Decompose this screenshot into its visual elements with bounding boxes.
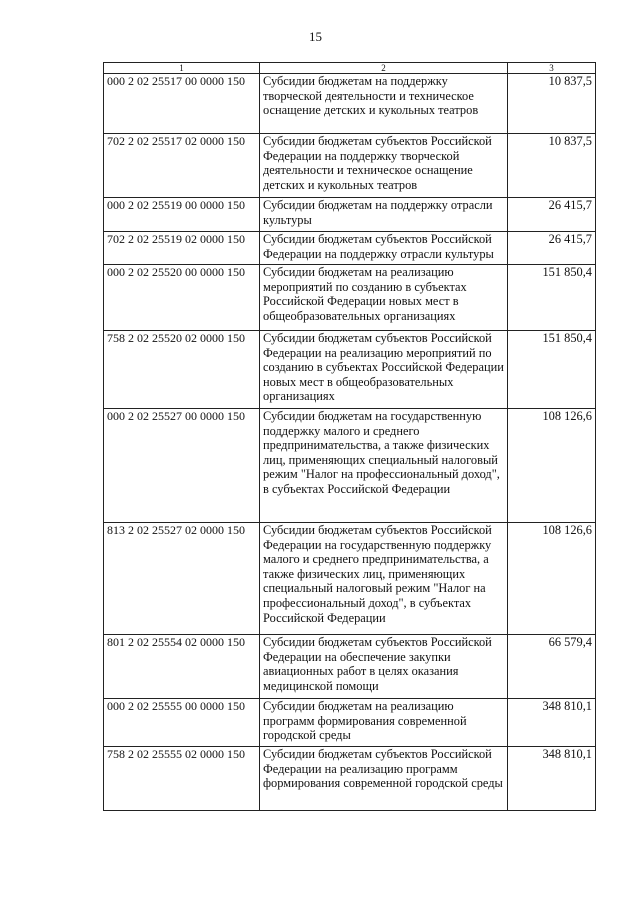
table-row [104, 331, 596, 409]
row-code: 000 2 02 25520 00 0000 150 [104, 265, 260, 331]
table-row [104, 699, 596, 747]
header-col-3: 3 [508, 63, 596, 74]
row-code: 813 2 02 25527 02 0000 150 [104, 523, 260, 635]
row-code: 000 2 02 25527 00 0000 150 [104, 409, 260, 523]
row-description: Субсидии бюджетам субъектов Российской Федерации на государственную поддержку малого и среднего предпринимательства, а также физических лиц, применяющих специальный налоговый режим "Налог на профессиональный доход", в субъектах Российской Федерации [260, 523, 508, 635]
row-amount: 10 837,5 [508, 74, 596, 134]
row-description: Субсидии бюджетам на реализацию программ формирования современной городской среды [260, 699, 508, 747]
row-code: 000 2 02 25517 00 0000 150 [104, 74, 260, 134]
row-amount: 151 850,4 [508, 331, 596, 409]
row-description: Субсидии бюджетам на поддержку творческой деятельности и техническое оснащение детских и кукольных театров [260, 74, 508, 134]
row-description: Субсидии бюджетам на реализацию мероприятий по созданию в субъектах Российской Федерации новых мест в общеобразовательных организациях [260, 265, 508, 331]
table-row [104, 74, 596, 134]
row-amount: 26 415,7 [508, 198, 596, 232]
row-code: 801 2 02 25554 02 0000 150 [104, 635, 260, 699]
row-code: 000 2 02 25555 00 0000 150 [104, 699, 260, 747]
table-row [104, 232, 596, 265]
row-amount: 108 126,6 [508, 409, 596, 523]
row-amount: 348 810,1 [508, 747, 596, 811]
row-amount: 26 415,7 [508, 232, 596, 265]
table-row [104, 523, 596, 635]
row-code: 758 2 02 25520 02 0000 150 [104, 331, 260, 409]
row-amount: 348 810,1 [508, 699, 596, 747]
table-row [104, 747, 596, 811]
row-code: 702 2 02 25517 02 0000 150 [104, 134, 260, 198]
row-description: Субсидии бюджетам на государственную поддержку малого и среднего предпринимательства, а также физических лиц, применяющих специальный налоговый режим "Налог на профессиональный доход", в субъектах Российской Федерации [260, 409, 508, 523]
row-description: Субсидии бюджетам субъектов Российской Федерации на поддержку творческой деятельности и техническое оснащение детских и кукольных театров [260, 134, 508, 198]
table-row [104, 409, 596, 523]
table-row [104, 635, 596, 699]
row-description: Субсидии бюджетам на поддержку отрасли культуры [260, 198, 508, 232]
table-row [104, 198, 596, 232]
header-col-1: 1 [104, 63, 260, 74]
row-amount: 108 126,6 [508, 523, 596, 635]
table-row [104, 134, 596, 198]
row-code: 000 2 02 25519 00 0000 150 [104, 198, 260, 232]
row-description: Субсидии бюджетам субъектов Российской Федерации на реализацию мероприятий по созданию в субъектах Российской Федерации новых мест в общеобразовательных организациях [260, 331, 508, 409]
row-description: Субсидии бюджетам субъектов Российской Федерации на реализацию программ формирования современной городской среды [260, 747, 508, 811]
page-number: 15 [309, 29, 322, 44]
row-amount: 10 837,5 [508, 134, 596, 198]
header-col-2: 2 [260, 63, 508, 74]
row-description: Субсидии бюджетам субъектов Российской Федерации на поддержку отрасли культуры [260, 232, 508, 265]
row-description: Субсидии бюджетам субъектов Российской Федерации на обеспечение закупки авиационных работ в целях оказания медицинской помощи [260, 635, 508, 699]
table-row [104, 265, 596, 331]
row-amount: 151 850,4 [508, 265, 596, 331]
row-code: 702 2 02 25519 02 0000 150 [104, 232, 260, 265]
table-header-row [104, 63, 596, 74]
row-amount: 66 579,4 [508, 635, 596, 699]
budget-table [103, 62, 596, 811]
row-code: 758 2 02 25555 02 0000 150 [104, 747, 260, 811]
